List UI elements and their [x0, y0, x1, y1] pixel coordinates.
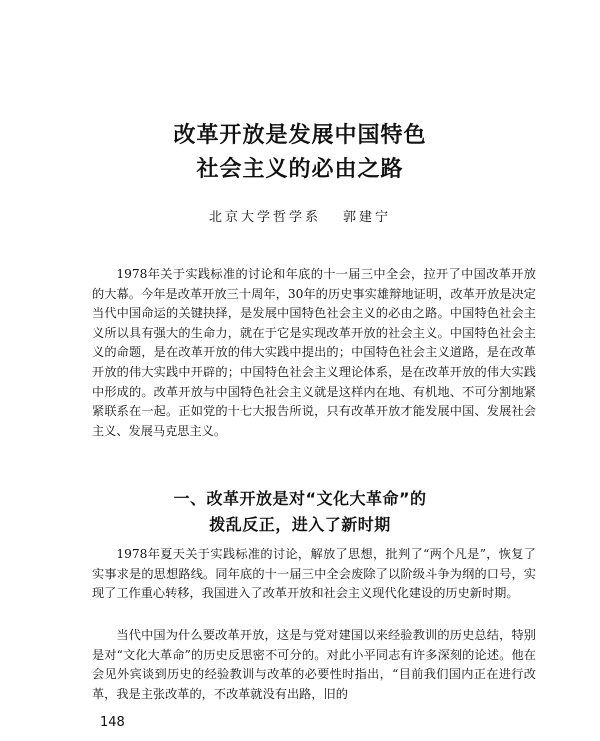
body-paragraph-1: 1978年夏天关于实践标准的讨论，解放了思想，批判了“两个凡是”，恢复了实事求是的思想路线。同年底的十一届三中全会废除了以阶级斗争为纲的口号，实现了工作重心转移，我国进入了改革开放和社会主义现代化建设的历史新时期。	[92, 547, 536, 601]
page-number: 148	[100, 715, 125, 730]
section-heading-line-2: 拨乱反正，进入了新时期	[209, 515, 391, 534]
byline	[0, 206, 600, 225]
intro-paragraph: 1978年关于实践标准的讨论和年底的十一届三中全会，拉开了中国改革开放的大幕。今年是改革开放三十周年，30年的历史事实雄辩地证明，改革开放是决定当代中国命运的关键抉择，是发展中国特色社会主义的必由之路。中国特色社会主义所以具有强大的生命力，就在于它是实现改革开放的社会主义。中国特色社会主义的命题，是在改革开放的伟大实践中提出的；中国特色社会主义道路，是在改革开放的伟大实践中开辟的；中国特色社会主义理论体系，是在改革开放的伟大实践中形成的。改革开放与中国特色社会主义就是这样内在地、有机地、不可分割地紧紧联系在一起。正如党的十七大报告所说，只有改革开放才能发展中国、发展社会主义、发展马克思主义。	[92, 267, 536, 438]
section-heading-line-1: 一、改革开放是对“文化大革命”的	[173, 489, 427, 508]
body-paragraph-2: 当代中国为什么要改革开放，这是与党对建国以来经验教训的历史总结，特别是对“文化大革命”的历史反思密不可分的。对此小平同志有许多深刻的论述。他在会见外宾谈到历史的经验教训与改革的必要性时指出，“目前我们国内正在进行改革，我是主张改革的，不改革就没有出路，旧的	[92, 628, 536, 701]
author-name: 郭建宁	[343, 210, 392, 225]
article-title-line-1: 改革开放是发展中国特色	[173, 123, 427, 148]
article-title-line-2: 社会主义的必由之路	[196, 157, 404, 182]
author-affiliation: 北京大学哲学系	[208, 210, 321, 225]
